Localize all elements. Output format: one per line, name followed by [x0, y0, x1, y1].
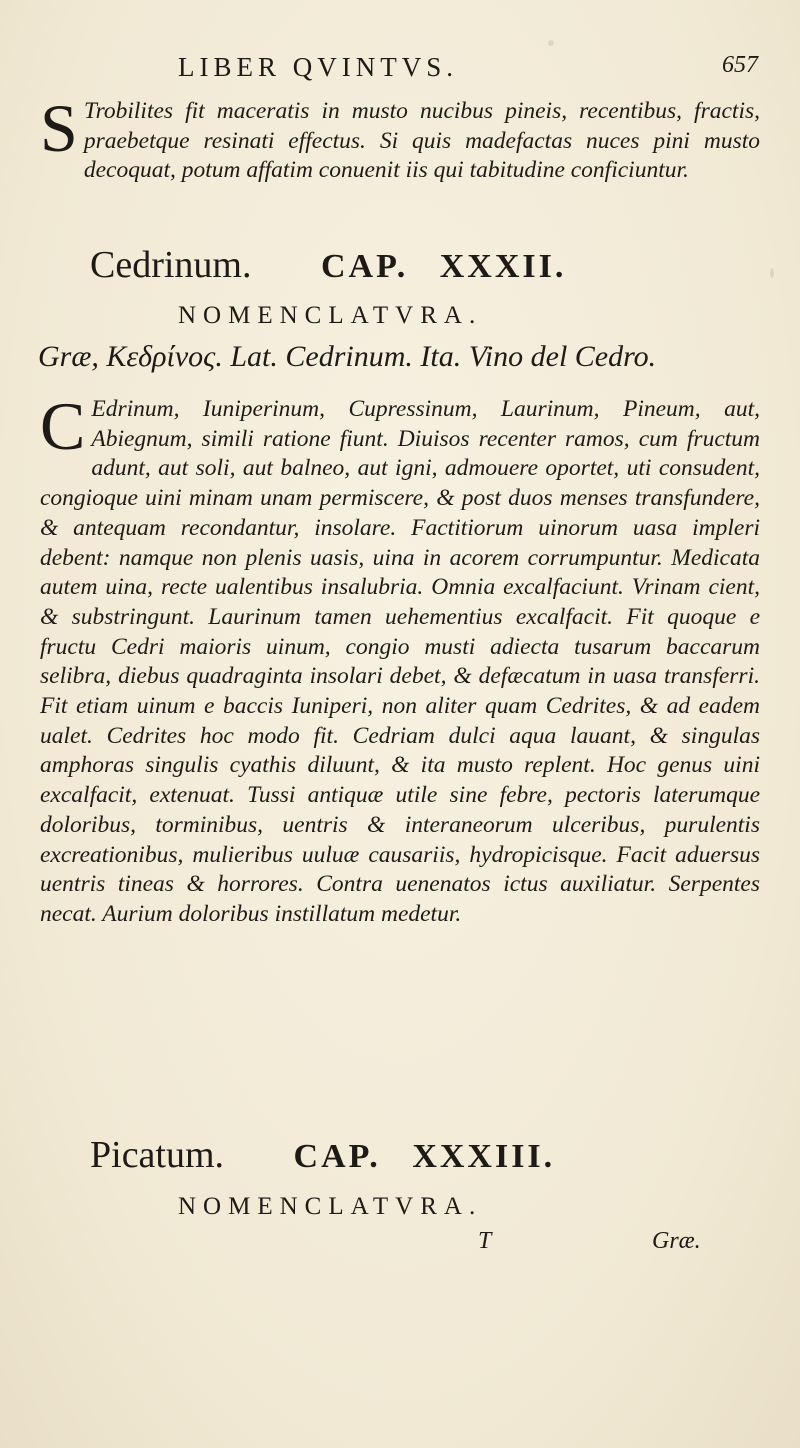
drop-cap: C	[40, 388, 86, 464]
chapter-name: Cedrinum.	[90, 244, 252, 286]
previous-section-tail	[40, 90, 760, 186]
catchword-left: T	[478, 1228, 492, 1254]
running-head	[0, 52, 800, 92]
chapter-body	[40, 388, 760, 930]
paragraph	[40, 388, 760, 930]
chapter-heading	[40, 243, 760, 289]
running-head-title: LIBER QVINTVS.	[178, 52, 458, 82]
ink-stain	[548, 40, 554, 46]
chapter-heading	[40, 1133, 760, 1179]
chapter-cap-label: CAP.	[320, 248, 409, 285]
paragraph-text: Edrinum, Iuniperinum, Cupressinum, Laurinum, Pineum, aut, Abiegnum, simili ratione fiunt. Diuisos recenter ramos, cum fructum adunt, aut soli, aut balneo, aut igni, admouere oportet, uti consudent, congioque uini minam unam permiscere, & post duos menses transfundere, & antequam recondantur, insolare. Factitiorum uinorum uasa impleri debent: namque non plenis uasis, uina in acorem corrumpuntur. Medicata autem uina, recte ualentibus insalubria. Omnia excalfaciunt. Vrinam cient, & substringunt. Laurinum tamen uehementius excalfacit. Fit quoque e fructu Cedri maioris uinum, congio musti adiecta tusarum baccarum selibra, diebus quadraginta insolari debet, & defæcatum in uasa transferri. Fit etiam uinum e baccis Iuniperi, non aliter quam Cedrites, & ad eadem ualet. Cedrites hoc modo fit. Cedriam dulci aqua lauant, & singulas amphoras singulis cyathis diluunt, & ita musto replent. Hoc genus uini excalfacit, extenuat. Tussi antiquæ utile sine febre, pectoris laterumque doloribus, torminibus, uentris & interaneorum ulceribus, purulentis excreationibus, mulieribus uuluæ causariis, hydropicisque. Facit aduersus uentris tineas & horrores. Contra uenenatos ictus auxiliatur. Serpentes necat. Aurium doloribus instillatum medetur.	[40, 396, 760, 927]
nomenclatura-names: Græ, Κεδρίνος. Lat. Cedrinum. Ita. Vino del Cedro.	[38, 340, 657, 373]
page-number: 657	[722, 52, 758, 78]
chapter-cap-label: CAP.	[293, 1138, 381, 1175]
ink-stain	[770, 268, 774, 278]
catchword-right: Græ.	[652, 1228, 701, 1254]
paragraph-text: Trobilites fit maceratis in musto nucibus pineis, recentibus, fractis, praebetque resinati effectus. Si quis madefactas nuces pini musto decoquat, potum affatim conuenit iis qui tabitudine conficiuntur.	[83, 98, 760, 184]
chapter-number: XXXIII.	[412, 1138, 556, 1175]
chapter-number: XXXII.	[439, 248, 567, 285]
paragraph	[40, 90, 760, 186]
nomenclatura-heading: NOMENCLATVRA.	[178, 1193, 483, 1220]
nomenclatura-heading: NOMENCLATVRA.	[178, 302, 483, 329]
chapter-name: Picatum.	[90, 1134, 225, 1176]
drop-cap: S	[40, 90, 78, 166]
